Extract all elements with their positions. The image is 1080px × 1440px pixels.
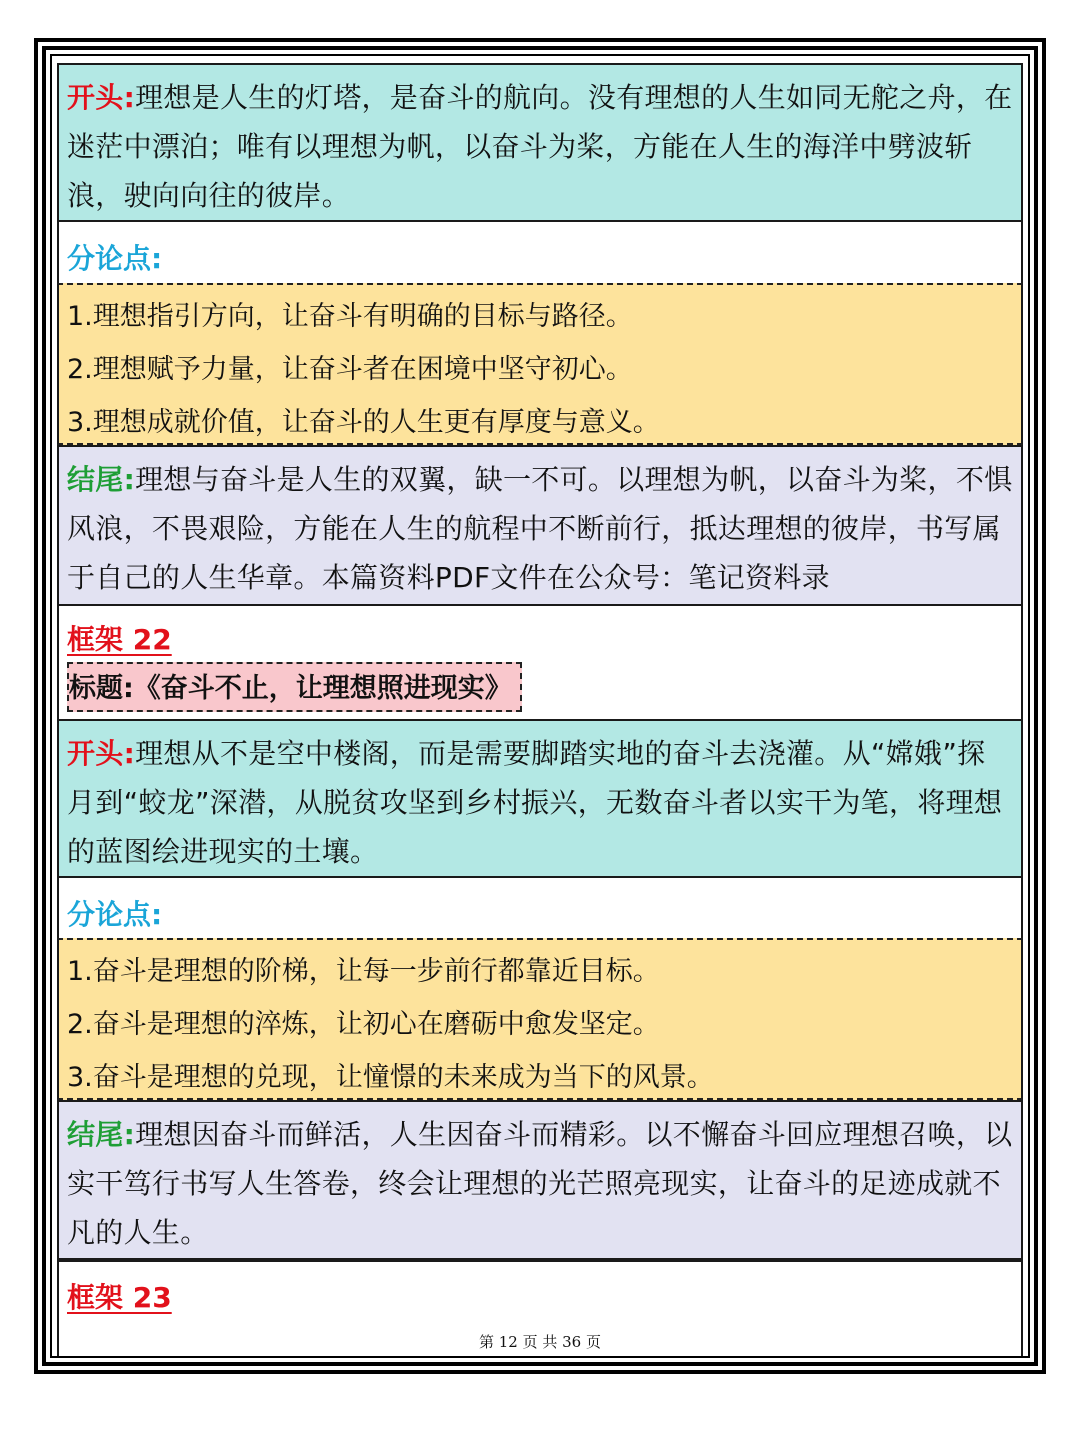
points-label: 分论点: <box>67 242 163 275</box>
ending-text: 理想与奋斗是人生的双翼，缺一不可。以理想为帆，以奋斗为桨，不惧风浪，不畏艰险，方能在人生的航程中不断前行，抵达理想的彼岸，书写属于自己的人生华章。本篇资料PDF文件在公众号：笔记资料录 <box>67 463 1013 594</box>
opening-section <box>57 719 1023 878</box>
opening-text: 理想是人生的灯塔，是奋斗的航向。没有理想的人生如同无舵之舟，在迷茫中漂泊；唯有以理想为帆，以奋斗为桨，方能在人生的海洋中劈波斩浪，驶向向往的彼岸。 <box>67 81 1013 212</box>
points-list <box>57 938 1023 1100</box>
ending-label: 结尾: <box>67 1118 136 1151</box>
point-item: 1.理想指引方向，让奋斗有明确的目标与路径。 <box>67 301 633 332</box>
ending-section <box>57 1100 1023 1260</box>
point-item: 3.奋斗是理想的兑现，让憧憬的未来成为当下的风景。 <box>67 1062 714 1093</box>
point-item: 1.奋斗是理想的阶梯，让每一步前行都靠近目标。 <box>67 956 660 987</box>
essay-title: 标题:《奋斗不止，让理想照进现实》 <box>67 662 522 712</box>
opening-label: 开头: <box>67 81 136 114</box>
point-item: 2.理想赋予力量，让奋斗者在困境中坚守初心。 <box>67 354 633 385</box>
points-header <box>57 222 1023 283</box>
page-content <box>57 63 1023 1356</box>
opening-section <box>57 63 1023 222</box>
ending-section <box>57 445 1023 606</box>
points-label: 分论点: <box>67 898 163 931</box>
ending-text: 理想因奋斗而鲜活，人生因奋斗而精彩。以不懈奋斗回应理想召唤，以实干笃行书写人生答卷，终会让理想的光芒照亮现实，让奋斗的足迹成就不凡的人生。 <box>67 1118 1013 1249</box>
opening-label: 开头: <box>67 737 136 770</box>
point-item: 3.理想成就价值，让奋斗的人生更有厚度与意义。 <box>67 407 660 438</box>
frame-heading: 框架 23 <box>67 1281 172 1314</box>
frame-heading-section <box>57 606 1023 719</box>
ending-label: 结尾: <box>67 463 136 496</box>
points-header <box>57 878 1023 938</box>
points-list <box>57 283 1023 445</box>
frame-heading: 框架 22 <box>67 623 172 656</box>
page-number-footer: 第 12 页 共 36 页 <box>478 1333 601 1351</box>
point-item: 2.奋斗是理想的淬炼，让初心在磨砺中愈发坚定。 <box>67 1009 660 1040</box>
opening-text: 理想从不是空中楼阁，而是需要脚踏实地的奋斗去浇灌。从“嫦娥”探月到“蛟龙”深潜，从脱贫攻坚到乡村振兴，无数奋斗者以实干为笔，将理想的蓝图绘进现实的土壤。 <box>67 737 1003 868</box>
